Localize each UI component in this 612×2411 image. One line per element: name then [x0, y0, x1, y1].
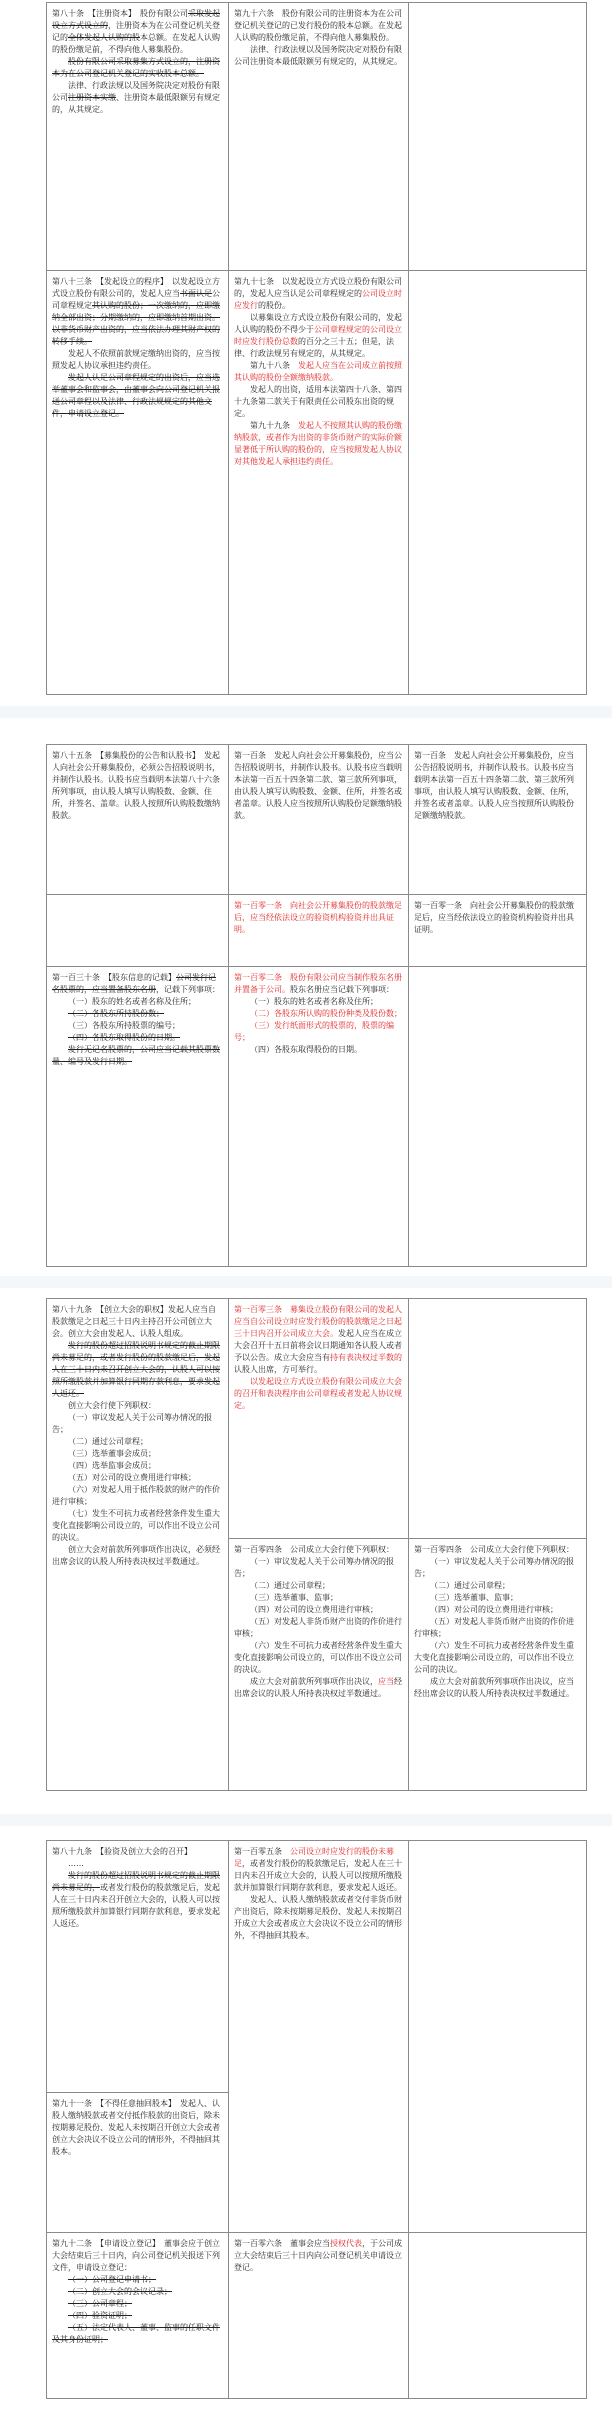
text-segment: 以募集设立方式设立股份有限公司的，发起人认购的股份不得少于	[234, 313, 402, 334]
text-segment: 公司设立时应发行的股份未募足	[234, 1847, 394, 1868]
text-segment: 【股东信息的记载】	[100, 973, 176, 982]
text-segment: 发行无记名股票的，公司应当记载其股票数量、编号及发行日期。	[52, 1045, 220, 1066]
old-law-cell	[47, 1841, 229, 2093]
text-segment: 公司设立时应发行	[234, 289, 402, 310]
text-segment: （一）审议发起人关于公司筹办情况的报告；	[234, 1557, 394, 1578]
text-segment: （三）选举董事会成员；	[68, 1449, 156, 1458]
new-law-cell	[229, 1539, 409, 1791]
text-segment: 第一百零五条	[234, 1847, 282, 1856]
page-2	[0, 718, 612, 1276]
old-law-cell	[47, 1299, 229, 1791]
note-cell	[409, 895, 587, 967]
text-segment: ，或者发行股份的股款缴足后，发起人在三十日内未召开成立大会的，认股人可以按照所缴股款并加算银行同期存款利息，要求发起人返还。	[234, 1859, 402, 1892]
table-row	[47, 1841, 587, 2093]
text-segment: ……	[68, 1859, 84, 1868]
text-segment: （三）选举董事、监事；	[250, 1593, 338, 1602]
text-segment: 认股人出席，方可举行。	[234, 1365, 322, 1374]
text-segment: 的百分之三十五；但是，法律、行政法规另有规定的，从其规定。	[234, 337, 394, 358]
text-segment: （三）各股东所持股票的编号；	[68, 1021, 180, 1030]
text-segment: 股份有限公司应当制作股东名册并置备于公司。	[234, 973, 402, 994]
text-segment: 向社会公开募集股份的股款缴足后，应当经依法设立的验资机构验资并出具证明。	[234, 901, 402, 934]
text-segment: 第一百零一条	[414, 901, 462, 910]
table-row	[47, 967, 587, 1267]
text-segment: ，注册资本为在公司登记机关登记的	[52, 21, 220, 42]
text-segment: 第一百条	[414, 751, 446, 760]
text-segment: （二）通过公司章程；	[430, 1581, 510, 1590]
text-segment: 其认购	[92, 301, 116, 310]
new-law-cell	[229, 967, 409, 1267]
text-segment: 第八十三条	[52, 277, 92, 286]
old-law-cell	[47, 745, 229, 895]
text-segment: （四）各股东取得股份的日期。	[68, 1033, 180, 1042]
text-segment: 法律、行政法规以及国务院决定对股份有限公司注册资本最低限额另有规定的，从其规定。	[234, 45, 402, 66]
text-segment: （六）对发起人用于抵作股款的财产的作价进行审核；	[52, 1485, 220, 1506]
text-segment: （三）公司章程；	[68, 2299, 132, 2308]
comparison-table-4	[46, 1840, 587, 2399]
text-segment: （一）股东的姓名或者名称及住所；	[68, 997, 196, 1006]
text-segment: 第一百零三条	[234, 1305, 282, 1314]
old-law-cell	[47, 2093, 229, 2233]
new-law-cell	[229, 895, 409, 967]
old-law-cell	[47, 2233, 229, 2399]
comparison-table-2	[46, 744, 587, 1267]
text-segment: 采取发起设立方式设立的	[52, 9, 220, 30]
table-row	[47, 745, 587, 895]
text-segment: 股东名册应当记载下列事项：	[290, 985, 394, 994]
text-segment: （一）审议发起人关于公司筹办情况的报告；	[414, 1557, 574, 1578]
text-segment: （六）发生不可抗力或者经营条件发生重大变化直接影响公司设立的，可以作出不设立公司的决议。	[414, 1641, 574, 1674]
text-segment: 【注册资本】 股份有限公司	[84, 9, 188, 18]
text-segment: 第一百零六条	[234, 2239, 282, 2248]
page-4	[0, 1826, 612, 2411]
text-segment: （一）股东的姓名或者名称及住所；	[250, 997, 378, 1006]
text-segment: 第八十条	[52, 9, 84, 18]
text-segment: 持有表决权过半数的	[330, 1353, 402, 1362]
old-law-cell	[47, 895, 229, 967]
text-segment: 本总额。在发起人认购的股份缴足前，不得向他人募集股份。	[52, 33, 220, 54]
note-cell	[409, 2233, 587, 2399]
new-law-cell	[229, 745, 409, 895]
text-segment: 第一百零二条	[234, 973, 282, 982]
text-segment: 发起人向社会公开募集股份，应当公告招股说明书，并制作认股书。认股书应当载明本法第一百五十四条第二款、第三款所列事项，由认股人填写认购股数、金额、住所，并签名或者盖章。认股人应当按照所认购股份足额缴纳股款。	[414, 751, 574, 820]
text-segment: 的股份；一次缴纳的，应即缴纳全部出资；分期缴纳的，应即缴纳首期出资。以非货币财产出资的，应当依法办理其财产权的转移手续。	[52, 301, 220, 346]
text-segment: （四）对公司的设立费用进行审核；	[430, 1605, 558, 1614]
text-segment: 第九十六条	[234, 9, 274, 18]
text-segment: 第一百条	[234, 751, 266, 760]
text-segment: 【不得任意抽回股本】 发起人、认股人缴纳股款或者交付抵作股款的出资后，除未按期募足股份、发起人未按期召开创立大会或者创立大会决议不设立公司的情形外，不得抽回其股本。	[52, 2099, 220, 2156]
table-row	[47, 271, 587, 695]
text-segment: 【募集股份的公告和认股书】 发起人向社会公开募集股份，必须公告招股说明书，并制作认股书。认股书应当载明本法第八十六条所列事项，由认股人填写认购股数、金额、住所，并签名、盖章。认股人按照所认购股数缴纳股款。	[52, 751, 220, 820]
text-segment: 发起人应当在成立大会召开十五日前将会议日期通知各认股人或者予以公告。成立大会应当有	[234, 1329, 402, 1362]
text-segment: 第九十八条	[250, 361, 290, 370]
note-cell	[409, 967, 587, 1267]
text-segment: （五）对公司的设立费用进行审核；	[68, 1473, 196, 1482]
table-row	[47, 2233, 587, 2399]
table-row	[47, 3, 587, 271]
text-segment: （四）选举监事会成员；	[68, 1461, 156, 1470]
text-segment: 创立大会对前款所列事项作出决议，必须经出席会议的认股人所持表决权过半数通过。	[52, 1545, 220, 1566]
text-segment: 发起人向社会公开募集股份，应当公告招股说明书，并制作认股书。认股书应当载明本法第一百五十四条第二款、第三款所列事项，由认股人填写认购股数、金额、住所，并签名或者盖章。认股人应当按照所认购股份足额缴纳股款。	[234, 751, 402, 820]
table-row	[47, 1299, 587, 1539]
text-segment: 发起人认足公司章程规定的出资后，应当选举董事会和监事会，由董事会向公司登记机关报送公司章程以及法律、行政法规规定的其他文件，申请设立登记。	[52, 373, 220, 418]
text-segment: 第八十五条	[52, 751, 92, 760]
text-segment: 公司成立大会行使下列职权：	[462, 1545, 574, 1554]
text-segment: （一）审议发起人关于公司筹办情况的报告；	[52, 1413, 212, 1434]
text-segment: 以发起设立方式设立股份有限公司的，发起人应当认足公司章程规定的	[234, 277, 402, 298]
text-segment: 以发起设立方式设立股份有限公司成立大会的召开和表决程序由公司章程或者发起人协议规定。	[234, 1377, 402, 1410]
text-segment: （五）法定代表人、董事、监事的任职文件及其身份证明；	[52, 2323, 220, 2344]
text-segment: （二）通过公司章程；	[68, 1437, 148, 1446]
comparison-table-3	[46, 1298, 587, 1791]
text-segment: 成立大会对前款所列事项作出决议，应当经出席会议的认股人所持表决权过半数通过。	[414, 1677, 574, 1698]
text-segment: （二）创立大会的会议记录；	[68, 2287, 172, 2296]
text-segment: 募集设立股份有限公司的发起人应当自公司设立时应发行股份的股款缴足之日起三十日内召开公司成立大会。	[234, 1305, 402, 1338]
text-segment: 全体发起人认购的股	[68, 33, 140, 42]
text-segment: 公司章程规定	[52, 289, 220, 310]
text-segment: （二）通过公司章程；	[250, 1581, 330, 1590]
text-segment: 成立大会对前款所列事项作出决议，	[250, 1677, 378, 1686]
text-segment: 发起人应当在公司成立前按照其认购的股份全额缴纳股款。	[234, 361, 402, 382]
note-cell	[409, 3, 587, 271]
text-segment: 发起人不按照其认购的股份缴纳股款，或者作为出资的非货币财产的实际价额显著低于所认购的股份的，应当按照发起人协议对其他发起人承担违约责任。	[234, 421, 402, 466]
text-segment: 股份有限公司的注册资本为在公司登记机关登记的已发行股份的股本总额。在发起人认购的股份缴足前，不得向他人募集股份。	[234, 9, 402, 42]
text-segment: 第八十九条	[52, 1847, 92, 1856]
text-segment: 第九十一条	[52, 2099, 92, 2108]
text-segment: （七）发生不可抗力或者经营条件发生重大变化直接影响公司设立的，可以作出不设立公司的决议。	[52, 1509, 220, 1542]
text-segment: ，记载下列事项：	[156, 985, 220, 994]
text-segment: 公司成立大会行使下列职权：	[282, 1545, 394, 1554]
text-segment: 发起人、认股人缴纳股款或者交付非货币财产出资后，除未按期募足股份、发起人未按期召开成立大会或者成立大会决议不设立公司的情形外，不得抽回其股本。	[234, 1895, 402, 1940]
text-segment: 应当	[378, 1677, 394, 1686]
old-law-cell	[47, 3, 229, 271]
note-cell	[409, 745, 587, 895]
text-segment: ，于公司成立大会结束后三十日内向公司登记机关申请设立登记。	[234, 2239, 402, 2272]
new-law-cell	[229, 1299, 409, 1539]
new-law-cell	[229, 1841, 409, 2233]
text-segment: 公司章程规定的公司设立时应发行股份总数	[234, 325, 402, 346]
text-segment: 【发起设立的程序】 以发起设立方式设立股份有限公司的，发起人应当	[52, 277, 220, 298]
text-segment: 发行的股份超过招股说明书规定的截止期限尚未募足的，或者发行股份的股款缴足后，发起人在三十日内未召开创立大会的，认股人可以按照所缴股款并加算银行同期存款利息，要求发起人返还。	[52, 1341, 220, 1398]
comparison-table-1	[46, 2, 587, 695]
text-segment: 的股份。	[258, 301, 290, 310]
text-segment: 公司发行记名股票的，应当置备股东名册	[52, 973, 216, 994]
text-segment: 第一百三十条	[52, 973, 100, 982]
page-3	[0, 1288, 612, 1814]
new-law-cell	[229, 3, 409, 271]
text-segment: 第九十九条	[250, 421, 290, 430]
new-law-cell	[229, 271, 409, 695]
text-segment: （六）发生不可抗力或者经营条件发生重大变化直接影响公司设立的，可以作出不设立公司的决议。	[234, 1641, 402, 1674]
text-segment: 第九十二条	[52, 2239, 92, 2248]
old-law-cell	[47, 967, 229, 1267]
text-segment: 第一百零一条	[234, 901, 282, 910]
text-segment: （二）各股东所持股份数；	[68, 1009, 164, 1018]
text-segment: 发起人不依照前款规定缴纳出资的，应当按照发起人协议承担违约责任。	[52, 349, 220, 370]
note-cell	[409, 1539, 587, 1791]
text-segment: （五）对发起人非货币财产出资的作价进行审核；	[414, 1617, 574, 1638]
text-segment: 【验资及创立大会的召开】	[92, 1847, 192, 1856]
text-segment: 【创立大会的职权】发起人应当自股款缴足之日起三十日内主持召开公司创立大会。创立大会由发起人、认股人组成。	[52, 1305, 216, 1338]
text-segment	[290, 421, 298, 430]
text-segment	[290, 361, 298, 370]
note-cell	[409, 1299, 587, 1539]
text-segment: （一）公司登记申请书；	[68, 2275, 156, 2284]
text-segment: 第一百零四条	[414, 1545, 462, 1554]
text-segment: （三）选举董事、监事；	[430, 1593, 518, 1602]
note-cell	[409, 271, 587, 695]
text-segment: 、注册资本最低限额另有规定的，从其规定。	[52, 93, 220, 114]
text-segment: 创立大会行使下列职权：	[68, 1401, 156, 1410]
text-segment: （三）发行纸面形式的股票的，股票的编号；	[234, 1021, 394, 1042]
table-row	[47, 895, 587, 967]
text-segment: 或者发行股份的股款缴足后，发起人在三十日内未召开创立大会的，认股人可以按照所缴股款并加算银行同期存款利息，要求发起人返还。	[52, 1883, 220, 1928]
text-segment: 发起人的出资，适用本法第四十八条、第四十九条第二款关于有限责任公司股东出资的规定。	[234, 385, 402, 418]
text-segment: 经出席会议的认股人所持表决权过半数通过。	[234, 1677, 402, 1698]
text-segment: （四）验资证明；	[68, 2311, 132, 2320]
text-segment: 第八十九条	[52, 1305, 92, 1314]
text-segment: 第一百零四条	[234, 1545, 282, 1554]
text-segment: 注册资本实缴	[68, 93, 116, 102]
new-law-cell	[229, 2233, 409, 2399]
text-segment: 第九十七条	[234, 277, 274, 286]
text-segment: （四）各股东取得股份的日期。	[250, 1045, 362, 1054]
text-segment: 授权代表	[330, 2239, 362, 2248]
text-segment: （四）对公司的设立费用进行审核；	[250, 1605, 378, 1614]
text-segment: （五）对发起人非货币财产出资的作价进行审核；	[234, 1617, 402, 1638]
text-segment: 发行的股份超过招股说明书规定的截止期限尚未募足的，	[52, 1871, 220, 1892]
text-segment	[282, 1847, 290, 1856]
text-segment: 书面认足	[180, 289, 212, 298]
text-segment: 法律、行政法规以及国务院决定对股份有限公司	[52, 81, 220, 102]
note-cell	[409, 1841, 587, 2233]
text-segment: 向社会公开募集股份的股款缴足后，应当经依法设立的验资机构验资并出具证明。	[414, 901, 574, 934]
old-law-cell	[47, 271, 229, 695]
text-segment: 【申请设立登记】 董事会应于创立大会结束后三十日内，向公司登记机关报送下列文件，申请设立登记：	[52, 2239, 220, 2272]
text-segment: （二）各股东所认购的股份种类及股份数；	[250, 1009, 402, 1018]
text-segment: 股份有限公司采取募集方式设立的，注册资本为在公司登记机关登记的实收股本总额。	[52, 57, 220, 78]
text-segment: 董事会应当	[282, 2239, 330, 2248]
page-1	[0, 0, 612, 706]
